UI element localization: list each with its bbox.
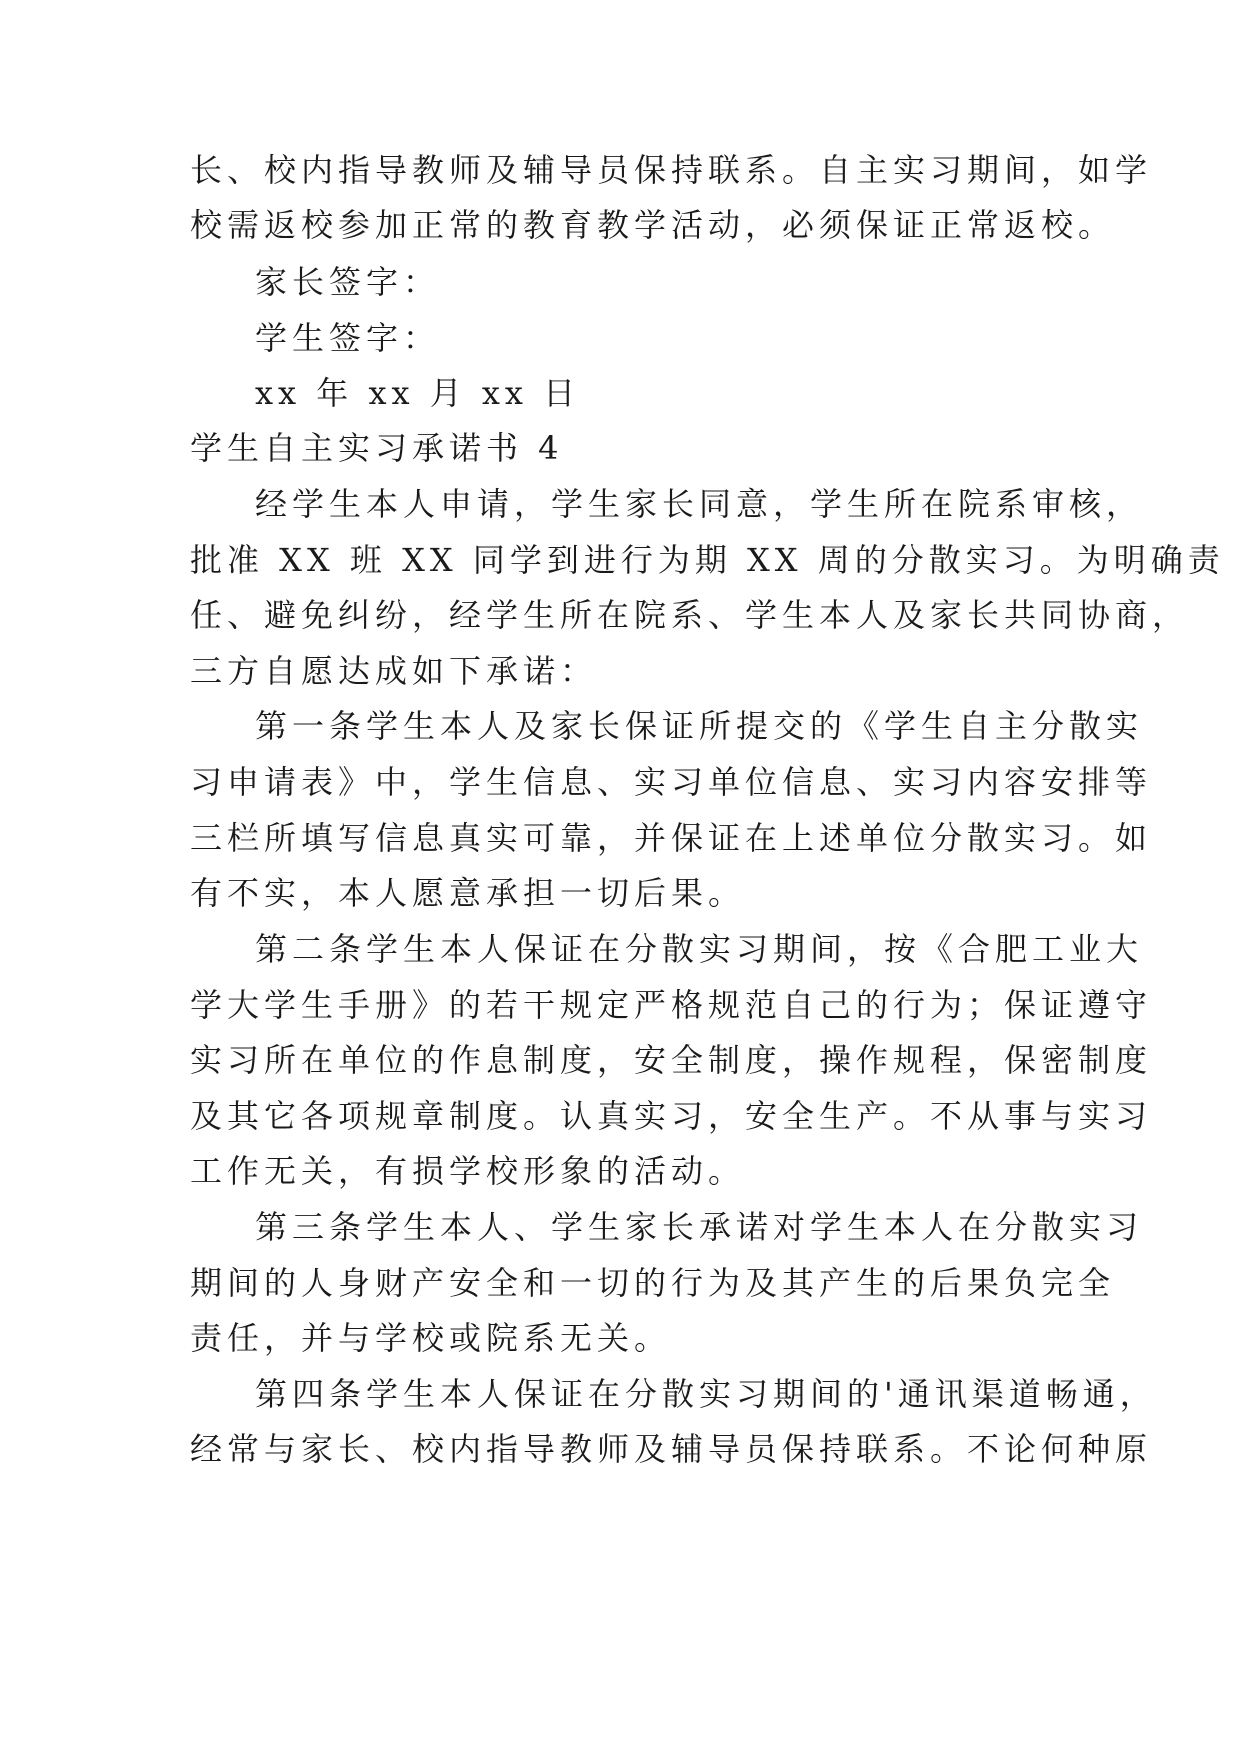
- paragraph-line: 三方自愿达成如下承诺：: [190, 652, 598, 690]
- paragraph-line: 第二条学生本人保证在分散实习期间，按《合肥工业大: [255, 930, 1144, 968]
- paragraph-line: 批准 XX 班 XX 同学到进行为期 XX 周的分散实习。为明确责: [190, 541, 1225, 579]
- paragraph-line: 工作无关，有损学校形象的活动。: [190, 1152, 746, 1190]
- paragraph-line: 第一条学生本人及家长保证所提交的《学生自主分散实: [255, 707, 1144, 745]
- section-title: 学生自主实习承诺书 4: [190, 429, 564, 467]
- paragraph-line: 经学生本人申请，学生家长同意，学生所在院系审核，: [255, 485, 1144, 523]
- paragraph-line: 校需返校参加正常的教育教学活动，必须保证正常返校。: [190, 206, 1116, 244]
- paragraph-line: 实习所在单位的作息制度，安全制度，操作规程，保密制度: [190, 1041, 1153, 1079]
- date-line: xx 年 xx 月 xx 日: [255, 374, 581, 412]
- paragraph-line: 学大学生手册》的若干规定严格规范自己的行为；保证遵守: [190, 986, 1153, 1024]
- paragraph-line: 习申请表》中，学生信息、实习单位信息、实习内容安排等: [190, 763, 1153, 801]
- paragraph-line: 任、避免纠纷，经学生所在院系、学生本人及家长共同协商，: [190, 596, 1190, 634]
- paragraph-line: 经常与家长、校内指导教师及辅导员保持联系。不论何种原: [190, 1430, 1153, 1468]
- paragraph-line: 期间的人身财产安全和一切的行为及其产生的后果负完全: [190, 1264, 1116, 1302]
- student-signature-label: 学生签字：: [255, 319, 441, 357]
- paragraph-line: 第四条学生本人保证在分散实习期间的'通讯渠道畅通，: [255, 1375, 1157, 1413]
- paragraph-line: 责任，并与学校或院系无关。: [190, 1319, 672, 1357]
- paragraph-line: 有不实，本人愿意承担一切后果。: [190, 874, 746, 912]
- paragraph-line: 长、校内指导教师及辅导员保持联系。自主实习期间，如学: [190, 151, 1153, 189]
- paragraph-line: 及其它各项规章制度。认真实习，安全生产。不从事与实习: [190, 1097, 1153, 1135]
- paragraph-line: 第三条学生本人、学生家长承诺对学生本人在分散实习: [255, 1208, 1144, 1246]
- parent-signature-label: 家长签字：: [255, 263, 441, 301]
- paragraph-line: 三栏所填写信息真实可靠，并保证在上述单位分散实习。如: [190, 819, 1153, 857]
